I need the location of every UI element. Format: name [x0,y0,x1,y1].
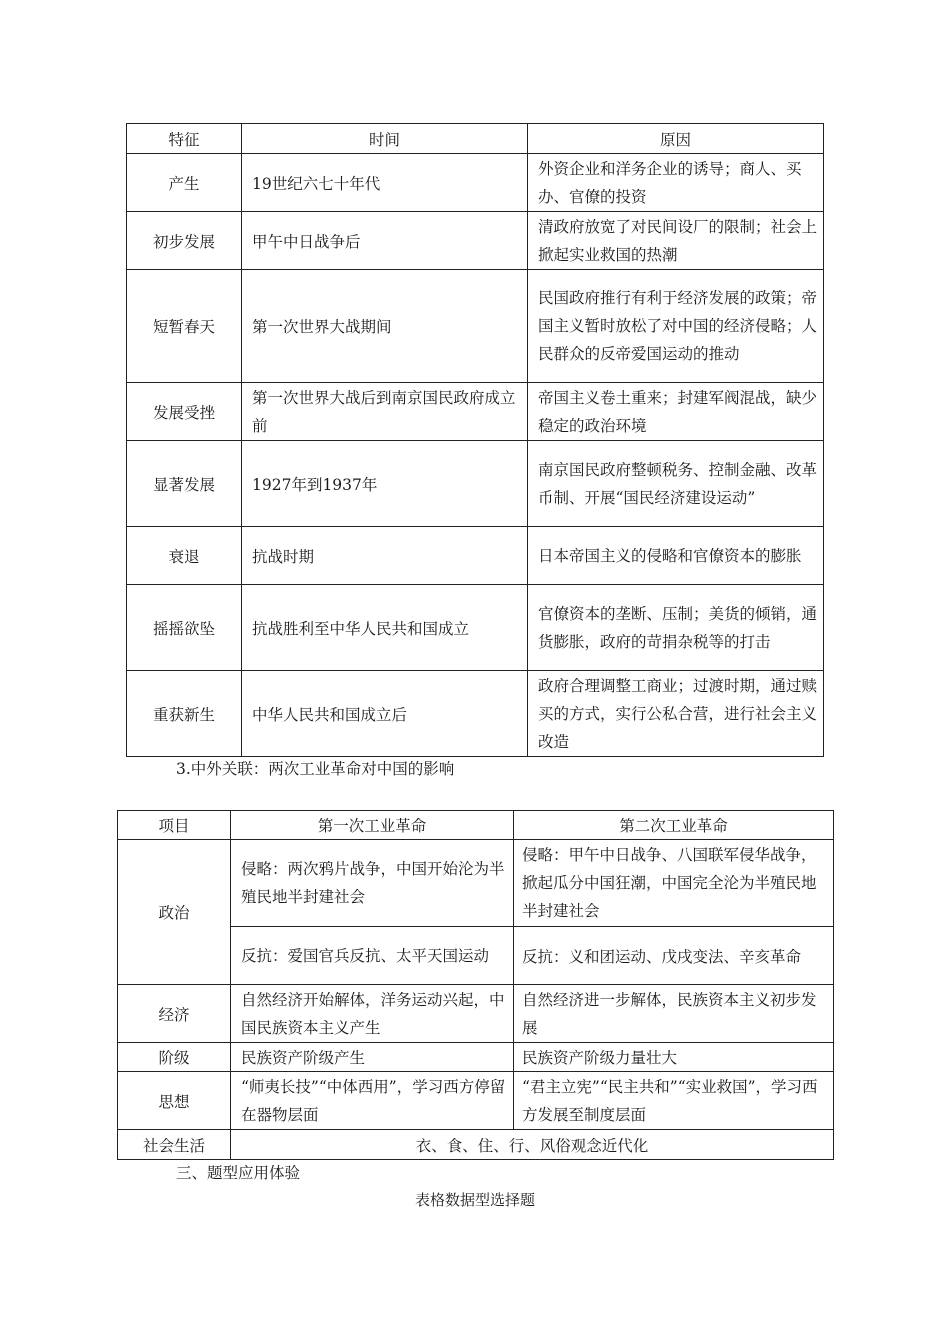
time-cell: 第一次世界大战期间 [242,270,528,383]
reason-cell: 清政府放宽了对民间设厂的限制；社会上掀起实业救国的热潮 [538,217,818,264]
politics-resistance-second: 反抗：义和团运动、戊戌变法、辛亥革命 [514,927,834,985]
table-row [118,985,834,1043]
time-cell: 抗战胜利至中华人民共和国成立 [242,585,528,671]
table-row [118,1072,834,1130]
development-table [126,123,824,757]
table-row [118,1043,834,1072]
feature-cell: 摇摇欲坠 [127,585,242,671]
table-row [127,671,824,757]
subtitle: 表格数据型选择题 [414,1191,535,1209]
table-row [127,527,824,585]
feature-cell: 重获新生 [127,671,242,757]
thought-second: “君主立宪”“民主共和”“实业救国”，学习西方发展至制度层面 [522,1077,818,1124]
header-second-revolution: 第二次工业革命 [514,811,834,840]
table-header-row [127,124,824,154]
reason-cell: 政府合理调整工商业；过渡时期，通过赎买的方式，实行公私合营，进行社会主义改造 [538,676,818,751]
table-row [127,270,824,383]
feature-cell: 初步发展 [127,212,242,270]
feature-cell: 显著发展 [127,441,242,527]
table-header-row [118,811,834,840]
reason-cell: 南京国民政府整顿税务、控制金融、改革币制、开展“国民经济建设运动” [538,460,818,507]
class-second: 民族资产阶级力量壮大 [514,1043,834,1072]
time-cell: 1927年到1937年 [242,441,528,527]
politics-resistance-first: 反抗：爱国官兵反抗、太平天国运动 [241,946,490,965]
reason-cell: 外资企业和洋务企业的诱导；商人、买办、官僚的投资 [538,159,802,206]
class-first: 民族资产阶级产生 [231,1043,514,1072]
time-cell: 19世纪六七十年代 [242,154,528,212]
feature-cell: 产生 [127,154,242,212]
time-cell: 抗战时期 [242,527,528,585]
feature-cell: 衰退 [127,527,242,585]
header-reason: 原因 [528,124,824,154]
header-time: 时间 [242,124,528,154]
thought-first: “师夷长技”“中体西用”，学习西方停留在器物层面 [241,1077,506,1124]
industrial-revolution-table [117,810,834,1160]
economy-first: 自然经济开始解体，洋务运动兴起，中国民族资本主义产生 [241,990,505,1037]
table-row [127,585,824,671]
reason-cell: 帝国主义卷土重来；封建军阀混战，缺少稳定的政治环境 [538,388,818,435]
section-three-heading: 三、题型应用体验 [176,1164,301,1182]
table-row [118,1130,834,1160]
class-label: 阶级 [118,1043,231,1072]
thought-label: 思想 [118,1072,231,1130]
social-value: 衣、食、住、行、风俗观念近代化 [231,1130,834,1160]
table-row [118,840,834,927]
politics-invasion-second: 侵略：甲午中日战争、八国联军侵华战争，掀起瓜分中国狂潮，中国完全沦为半殖民地半封建社会 [522,846,817,920]
time-cell: 第一次世界大战后到南京国民政府成立前 [252,388,516,435]
table-row [127,154,824,212]
feature-cell: 发展受挫 [127,383,242,441]
table-row [127,441,824,527]
social-label: 社会生活 [118,1130,231,1160]
reason-cell: 日本帝国主义的侵略和官僚资本的膨胀 [538,546,802,565]
reason-cell: 民国政府推行有利于经济发展的政策；帝国主义暂时放松了对中国的经济侵略；人民群众的反帝爱国运动的推动 [538,289,818,363]
table-row [127,212,824,270]
politics-invasion-first: 侵略：两次鸦片战争，中国开始沦为半殖民地半封建社会 [241,860,505,906]
feature-cell: 短暂春天 [127,270,242,383]
economy-second: 自然经济进一步解体，民族资本主义初步发展 [522,990,817,1037]
header-item: 项目 [118,811,231,840]
header-feature: 特征 [127,124,242,154]
time-cell: 中华人民共和国成立后 [242,671,528,757]
header-first-revolution: 第一次工业革命 [231,811,514,840]
economy-label: 经济 [118,985,231,1043]
section-3-heading: 3.中外关联：两次工业革命对中国的影响 [176,760,455,778]
politics-label: 政治 [118,840,231,985]
reason-cell: 官僚资本的垄断、压制；美货的倾销，通货膨胀，政府的苛捐杂税等的打击 [538,604,818,651]
table-row [127,383,824,441]
time-cell: 甲午中日战争后 [242,212,528,270]
